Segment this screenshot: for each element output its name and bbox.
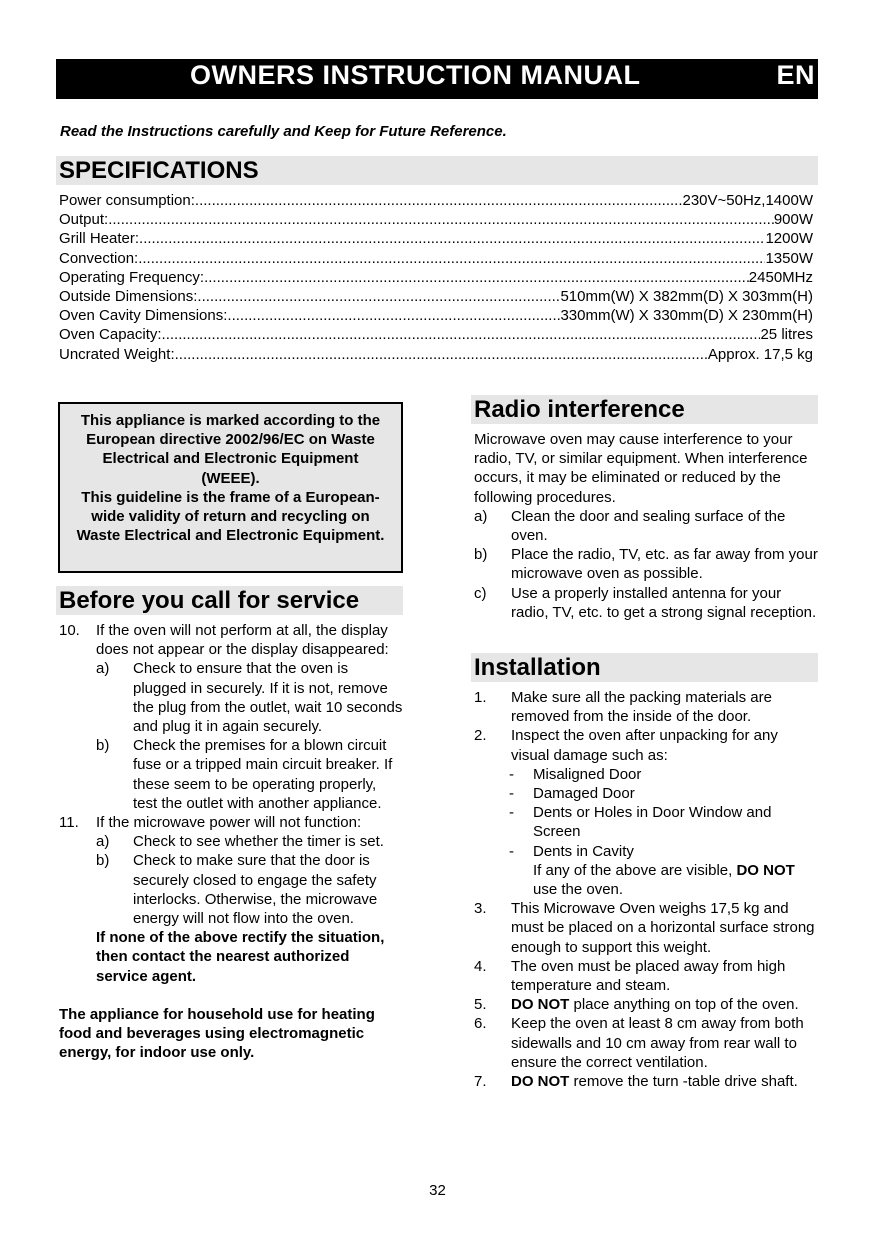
item-text: Inspect the oven after unpacking for any visual damage such as:: [511, 727, 778, 764]
manual-title: OWNERS INSTRUCTION MANUAL: [190, 60, 641, 90]
spec-label: Grill Heater:: [59, 230, 140, 248]
installation-heading: Installation: [471, 653, 818, 682]
item-text: Keep the oven at least 8 cm away from both sidewalls and 10 cm away from rear wall to ensure the correct ventilation.: [511, 1015, 804, 1071]
spec-row: [59, 229, 813, 248]
item-number: 11.: [59, 814, 79, 832]
service-section: [59, 621, 404, 1063]
title-banner: [56, 59, 818, 99]
damage-warning: If any of the above are visible, DO NOT use the oven.: [533, 861, 795, 899]
item-text: Check to see whether the timer is set.: [133, 833, 384, 851]
spec-value: 330mm(W) X 330mm(D) X 230mm(H): [560, 307, 813, 325]
radio-item: [474, 545, 818, 583]
spec-row: [59, 345, 813, 364]
spec-value: 1200W: [765, 230, 813, 248]
item-letter: c): [474, 584, 487, 602]
spec-value: 2450MHz: [748, 268, 813, 286]
item-letter: b): [96, 737, 110, 755]
spec-row: [59, 287, 813, 306]
installation-item: [474, 1014, 818, 1072]
damage-bullet: [511, 803, 818, 841]
spec-label: Uncrated Weight:: [59, 345, 175, 363]
spec-label: Power consumption:: [59, 192, 195, 209]
weee-notice-box: [58, 402, 403, 573]
item-text: DO NOT place anything on top of the oven.: [511, 996, 799, 1014]
item-text: If the microwave power will not function:: [96, 814, 362, 832]
item-number: 4.: [474, 957, 487, 975]
item-number: 10.: [59, 622, 80, 639]
item-text: Use a properly installed antenna for your radio, TV, etc. to get a strong signal reception.: [511, 584, 817, 621]
sub-item: [96, 832, 404, 851]
spec-label: Output:: [59, 211, 109, 229]
item-text: Check to make sure that the door is securely closed to engage the safety interlocks. Otherwise, the microwave energy will not flow into the oven.: [133, 852, 378, 928]
language-code: EN: [776, 60, 815, 90]
item-text: This Microwave Oven weighs 17,5 kg and must be placed on a horizontal surface strong enough to support this weight.: [511, 900, 815, 956]
spec-row: [59, 249, 813, 268]
item-letter: b): [96, 852, 110, 870]
spec-label: Outside Dimensions:: [59, 288, 198, 306]
spec-value: Approx. 17,5 kg: [707, 345, 813, 363]
service-heading: Before you call for service: [56, 586, 403, 615]
radio-section: [474, 430, 818, 622]
weee-guideline-text: This guideline is the frame of a European-wide validity of return and recycling on Waste Electrical and Electronic Equipment.: [76, 488, 385, 545]
item-letter: a): [474, 507, 488, 525]
sub-item: [96, 736, 404, 813]
reference-note: Read the Instructions carefully and Keep for Future Reference.: [60, 123, 507, 140]
spec-value: 230V~50Hz,1400W: [682, 192, 813, 209]
item-number: 7.: [474, 1073, 487, 1091]
installation-item: [474, 688, 818, 726]
dash: -: [509, 842, 514, 860]
spec-value: 25 litres: [760, 326, 813, 344]
specifications-list: [59, 191, 813, 364]
page-number: 32: [429, 1182, 446, 1199]
item-letter: a): [96, 660, 110, 678]
installation-item: [474, 1072, 818, 1091]
spec-label: Operating Frequency:: [59, 268, 205, 286]
item-text: Check the premises for a blown circuit fuse or a tripped main circuit breaker. If these seem to be operating properly, test the outlet with another appliance.: [133, 737, 393, 812]
installation-item: [474, 899, 818, 957]
item-text: Make sure all the packing materials are removed from the inside of the door.: [511, 689, 772, 726]
radio-intro: Microwave oven may cause interference to your radio, TV, or similar equipment. When interference occurs, it may be eliminated or reduced by the following procedures.: [474, 431, 808, 506]
item-text: Place the radio, TV, etc. as far away from your microwave oven as possible.: [511, 546, 818, 583]
service-item-10: [59, 621, 404, 813]
item-number: 6.: [474, 1015, 487, 1033]
spec-row: [59, 210, 813, 229]
installation-item: [474, 726, 818, 899]
spec-label: Convection:: [59, 249, 139, 267]
spec-row: [59, 306, 813, 325]
damage-bullet: [511, 765, 818, 784]
dash: -: [509, 765, 514, 783]
item-number: 1.: [474, 689, 487, 706]
installation-item: [474, 957, 818, 995]
bullet-text: Dents or Holes in Door Window and Screen: [533, 804, 772, 841]
item-number: 3.: [474, 900, 487, 918]
weee-marking-text: This appliance is marked according to the European directive 2002/96/EC on Waste Electrical and Electronic Equipment (WEEE).: [80, 412, 381, 487]
dash: -: [509, 804, 514, 822]
item-text: If the oven will not perform at all, the display does not appear or the display disappeared:: [96, 622, 389, 659]
spec-row: [59, 191, 813, 210]
spec-label: Oven Capacity:: [59, 326, 162, 344]
installation-section: [474, 688, 818, 1091]
sub-item: [96, 659, 404, 736]
item-text: Check to ensure that the oven is plugged in securely. If it is not, remove the plug from the outlet, wait 10 seconds and plug it in again securely.: [133, 660, 403, 736]
household-use-note: The appliance for household use for heating food and beverages using electromagnetic energy, for indoor use only.: [59, 1006, 375, 1062]
item-letter: a): [96, 833, 110, 851]
item-number: 5.: [474, 996, 487, 1014]
bullet-text: Misaligned Door: [533, 765, 642, 783]
item-letter: b): [474, 546, 488, 564]
item-text: DO NOT remove the turn -table drive shaft.: [511, 1073, 798, 1091]
spec-row: [59, 325, 813, 344]
radio-item: [474, 584, 818, 622]
installation-item: [474, 995, 818, 1014]
damage-bullet: [511, 842, 818, 900]
specifications-heading: SPECIFICATIONS: [56, 156, 818, 185]
dash: -: [509, 785, 514, 803]
service-agent-note: If none of the above rectify the situation, then contact the nearest authorized service agent.: [96, 929, 385, 985]
spec-row: [59, 268, 813, 287]
spec-value: 900W: [773, 211, 813, 229]
item-text: Clean the door and sealing surface of the oven.: [511, 507, 786, 545]
radio-item: [474, 507, 818, 545]
spec-value: 1350W: [765, 249, 813, 267]
bullet-text: Damaged Door: [533, 785, 635, 803]
bullet-text: Dents in Cavity: [533, 842, 634, 860]
radio-heading: Radio interference: [471, 395, 818, 424]
spec-value: 510mm(W) X 382mm(D) X 303mm(H): [560, 288, 813, 306]
item-number: 2.: [474, 727, 487, 745]
damage-bullet: [511, 784, 818, 803]
service-item-11: [59, 813, 404, 986]
item-text: The oven must be placed away from high temperature and steam.: [511, 957, 786, 995]
sub-item: [96, 851, 404, 928]
spec-label: Oven Cavity Dimensions:: [59, 307, 228, 325]
